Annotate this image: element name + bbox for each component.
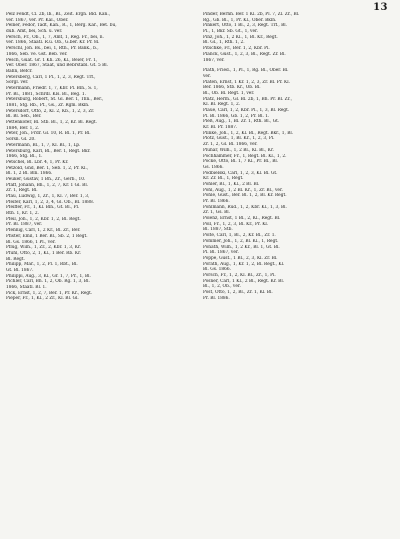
directory-entry: Platen, Ernst, 1 Kr. 1, 2, 3, Zr. Bl. Pr. Kl. <box>203 79 290 85</box>
directory-entry: Pfau, Ludwig, 1, Zr., 1, Kl. 7, Ber. 1, 3, <box>6 194 90 199</box>
directory-entry: Platz, Herm., Gl. Bl. 2b, 1, Bh. Pr. Bl. Zr., <box>203 96 292 102</box>
directory-entry: ver. 1866, Staatl. R.u. Ob., G.ber. Kr. Pr. 8l. <box>6 40 100 46</box>
directory-entry: Bl. Gs. 1866, 1 Pl., ver. <box>6 239 56 245</box>
directory-entry: Podbielski, Carl, 1, 2, 3, Kl. Bl. Gt. <box>203 170 278 176</box>
directory-entry: Petersburg, Robert, St. Gl. Ber. 1, Thn., Ber., <box>6 97 104 103</box>
directory-entry: Bl. 1887, Stb. <box>203 227 233 233</box>
directory-entry: 1866, Stg. Bl., 1. <box>6 154 43 160</box>
directory-entry: Pinkert, Otto, 1 Bl., 2, 3, Regt. Trf., Bl. <box>203 23 287 29</box>
directory-entry: Sorgl. ver. <box>6 80 29 86</box>
directory-entry: Ponath, Wilh., 1, 2 Kr., Bl. 1, Gt. Bl. <box>203 244 280 250</box>
directory-entry: Rg., Gb. Bl., 1, Pr. Kl., Ober. Bkln. <box>203 17 277 23</box>
directory-entry: Perschl, Joh. Bs., bei, 1, Rth., Pr. Bank., b., <box>6 46 99 52</box>
directory-entry: Pinder, Bernh. Ber. 1 Kl. 2b, Pl. 7, Zl. Zr., Bl. <box>203 12 300 17</box>
directory-entry: Pfennig, Carl, 1, 2 Kr., Bl. Zr., Ber. <box>6 228 81 234</box>
directory-entry: Pöhler, Bl., 1, Kl., 2 Bl. Bl. <box>203 181 260 187</box>
directory-entry: Pr. Bl., 1881, Schrdl. Kls. Bl., Beg. 1. <box>6 91 86 97</box>
directory-entry: Kr. Bl. Pr. 1887. <box>203 125 238 131</box>
directory-entry: Plath, Fried., 1, Pl., 1, Rg. Bl., Ober. Bl. <box>203 68 289 74</box>
directory-entry: Pocke, Otto, Bl. 1, 7 Kl., Pr. Bl., Bl. <box>203 159 279 165</box>
directory-entry: Pohle, Gust., Ber. Bl. 1, 2, Bl. Kr. Regt. <box>203 193 287 199</box>
directory-entry: Kl. Bl. Regt. 1, 2. <box>203 102 241 108</box>
directory-entry: Pfister, Emil, 1 Ber. Bl., Sb. 2, 1 Regt. <box>6 233 88 239</box>
directory-entry: Petschel, Bl. Lbr. 4, 1, Pr. Kr. <box>6 159 69 165</box>
directory-entry: Pfeiffer, Fr., 1, Kl. Bln., Gt. Bl., Pl. <box>6 205 80 211</box>
directory-entry: Pfuhl, Otto, 2, 1, Kl., 1 Ber. Rb. Kr. <box>6 250 82 256</box>
directory-entry: Pluhar, Wilh., 1, 2 Bl., Kl. Bl., Kr. <box>203 147 274 153</box>
directory-entry: Bl. Regt. <box>6 256 25 262</box>
text-columns <box>6 12 390 535</box>
directory-entry: Ber. 1866, Stb. Kr., Ob. Bl. <box>203 85 261 91</box>
directory-entry: Pelz Fendt, Cl. 2b, lb., Bl., Zeit. Ergn. Bld. Kan., <box>6 12 111 17</box>
directory-entry: 1881, Stg. Rb., Pf., Gs., Zr. Rgm. Bkln. <box>6 103 90 108</box>
directory-entry: Pettenkofer, Bl. Stb. Bl., 1, 2, Kr. Bl. Regt. <box>6 120 98 126</box>
directory-entry: Pelner, Fedor, Tadt, Kan., R., 1, Berg. Kar., Bet. bu, <box>6 23 117 29</box>
directory-entry: Pleß, Aug., 1, Bl. Zr. 1, Rth. Bl., Gt. <box>203 119 280 125</box>
directory-entry: Bl., Ob. Bl. Regt. 1, ver. <box>203 90 255 96</box>
left-column <box>6 12 193 535</box>
directory-entry: Gs. 1866. <box>203 164 224 170</box>
directory-entry: Gt. Bl. 1867. <box>6 267 34 273</box>
directory-entry: Petersberg, Carl, 1 Pl., 1, 2, 3, Regt. Trf., <box>6 74 96 80</box>
directory-entry: Bl. Bl. Seb., Ber. <box>6 114 42 120</box>
page-number: 13 <box>373 2 388 13</box>
directory-entry: Pr. Bl. 1866. <box>203 199 230 204</box>
right-column <box>203 12 390 535</box>
directory-entry: Pieper, Fr., 1, Kl., 2 Zr., Kl. Bl. Gl. <box>6 296 79 302</box>
directory-entry: Pl., 1, Bkr. Sb. Gt., 1, ver. <box>203 29 258 35</box>
directory-entry: Pick, Ernst, 1, 2, 7, Ber. 1, Pr. Kr., Regt. <box>6 290 93 296</box>
directory-entry: Peuker, Gustav, 1 Bh., Zr., Gerb., 10. <box>6 176 86 182</box>
directory-entry: Post, Otto, 1, 2, Bl., Zr. 1, Kl. Bl. <box>203 290 273 295</box>
directory-entry: 1867, ver. <box>203 57 225 63</box>
directory-entry: Zr. 1, Gs. Bl. <box>203 210 231 216</box>
directory-entry: 1866, Staatl. Bl. 1. <box>6 285 47 290</box>
directory-entry: Pfaff, Johann, Bh., 1, 2, 7, Kr. 1 Gl. Bl. <box>6 182 89 188</box>
directory-entry: Persch, Fr., Ob., 1, 7, Amt, 1, Reg. Fr., bei, n. <box>6 34 104 40</box>
directory-entry: Porath, Aug., 1, Kr. 1, 2, Bl. Regt., Kl. <box>203 261 285 267</box>
directory-entry: Bahn, Befcr. <box>6 68 33 74</box>
directory-entry: Pommer, Joh., 1, 2, Bl. Kl., 1, Regt. <box>203 238 279 244</box>
directory-entry: Posner, Carl, 1 Kl., 2 Bl., Regt. Kr. Bl. <box>203 278 285 284</box>
directory-entry: 1884, Ber. 1, 2. <box>6 125 40 131</box>
directory-entry: Pohl, Aug., 1, 2 Bl. Kr., 1, Zr. Bl., ver. <box>203 187 283 193</box>
directory-entry: Pinz, Joh., 1, 2 Kl., 1, Bl. Kr., Regt. <box>203 34 278 40</box>
directory-entry: 1866, Seb. ve. Gst. Beb. ver. <box>6 51 68 57</box>
directory-entry: Pr. Bl. 1886. <box>203 295 230 301</box>
directory-entry: Petermann, Bl., 1, 7, Kl. Bl., 1, Lp. <box>6 142 81 148</box>
directory-entry: Petersburg, Karl, Bl., Ber. 1, Regt. Bkr. <box>6 148 91 154</box>
directory-entry: Bl. Gs. 1866. <box>203 267 231 273</box>
directory-entry: Poppe, Gust., 1 Bl., 2, 3, Kl. Zr. Bl. <box>203 255 278 261</box>
directory-entry: Pl. Bl. 1867, ver. <box>203 250 239 256</box>
directory-entry: Pesch, Guat. Gr. 1 Kh. 26, Kl., Beier, Fr. 1, <box>6 57 98 63</box>
directory-entry: Pfeifer, Karl, 1, 2, 3, 4, Gl. Ob., Bl. 1888. <box>6 199 95 205</box>
directory-entry: ver. <box>203 73 211 79</box>
directory-entry: Pochhammer, Fr., 1, Regt. Bl. Kl., 1, 2. <box>203 153 287 159</box>
directory-entry: dub. Amt, bei, Sch. u. ver. <box>6 29 63 35</box>
directory-entry: Peter, Joh., Frdr. Gl. 10, R. Bl. 1, Pr. Bl. <box>6 131 91 137</box>
directory-entry: Pohlmann, Rud., 1, 2, Kbr. Kl., 1, 3, Bl. <box>203 204 287 210</box>
directory-entry: Poll, Fr., 1, 2, 3, Bl. Kr., Pr. Kl. <box>203 221 269 227</box>
directory-entry: Zr. 1, 2, Gl. Bl. 1866, ver. <box>203 142 258 148</box>
directory-entry: Bl. 1, 2 Bl. Bln. 1866. <box>6 171 53 177</box>
directory-entry: Petermann, Friedr. 1, 7, Kbr. Pl. Bln., S. 1, <box>6 85 98 91</box>
directory-entry: Zr. 1, Regt. Bl. <box>6 188 38 194</box>
directory-entry: Pfeil, Joh., 1, 2, Kbr. 1, 2, Bl. Regt. <box>6 216 81 222</box>
directory-entry: Kr. Zr. Bl., 1, Regt. <box>203 176 244 182</box>
directory-entry: Pitschke, Fr., Ber. 1, 2, Kbr. Pl. <box>203 46 270 52</box>
directory-entry: Polte, Carl, 1, Bl., 2, Kr. Bl., Zr. 1. <box>203 233 276 239</box>
directory-entry: Plaue, Carl, 1, 2, Kbr. Pl., 1, 3, Bl. Regt. <box>203 108 290 113</box>
directory-entry: Pl. Bl. 1866, Gb. 1, 2, Pr. Bl. 1. <box>203 113 270 119</box>
directory-entry: Polenz, Ernst, 1 Bl., 2, Kl., Regt. Bl. <box>203 216 281 222</box>
directory-entry: Bl. Gl., 1, Rth. 1, 2. <box>203 40 245 46</box>
directory-entry: Bl., 1, 2, Ob., ver. <box>203 284 241 290</box>
directory-entry: Rth. 1, Kr. 1, 2. <box>6 211 40 217</box>
directory-entry: Plinke, Joh., 1, 2, Kl. Bl., Regt. Bkr., 1, Bl. <box>203 130 294 136</box>
directory-entry: Plotz, Gust., 1, Bl. Kr., 1, 2, 3, Pl. <box>203 136 275 142</box>
directory-entry: ver. 1867, ver. Pr. Kal., Ober. <box>6 17 69 23</box>
directory-entry: Pflug, Wilh., 1, Zr., 2, Kbr. 1, 3, Kr. <box>6 245 81 251</box>
directory-entry: Ver. Ober. 1867, Staat, und Bebrstabl. Gt. 5 Bl. <box>6 63 109 69</box>
directory-entry: Philippi, Aug., 3, Kl., Gr. 1, 7, Pr., 1, Bl. <box>6 273 91 279</box>
directory-entry: Pichler, Carl, Bh. 1, 2, Ob. Rg. 1, 3, Bl. <box>6 279 90 285</box>
directory-entry: Porsch, Fr., 1, 2, Kl. Bl., Zr., 1, Pl. <box>203 272 276 278</box>
directory-entry: Philipp, Mar., 1, 2, Pl. 1, Rbt., Bl. <box>6 262 78 268</box>
directory-entry: Petersdorf, Otto, 2, Kl. 2, Kb., 1, 2, 3, Zr. <box>6 108 95 114</box>
directory-entry: Sorsn. Gl. 20. <box>6 137 36 143</box>
directory-entry: Petzold, Gnd, Ber. 1, Seb. 1, 2, Pr. Kl., <box>6 165 89 171</box>
directory-entry: Planck, Gust., 1, 2, 3, Bl., Regt. Zr. Bl. <box>203 51 286 57</box>
directory-entry: Pr. Bl. 1887, ver. <box>6 222 43 228</box>
